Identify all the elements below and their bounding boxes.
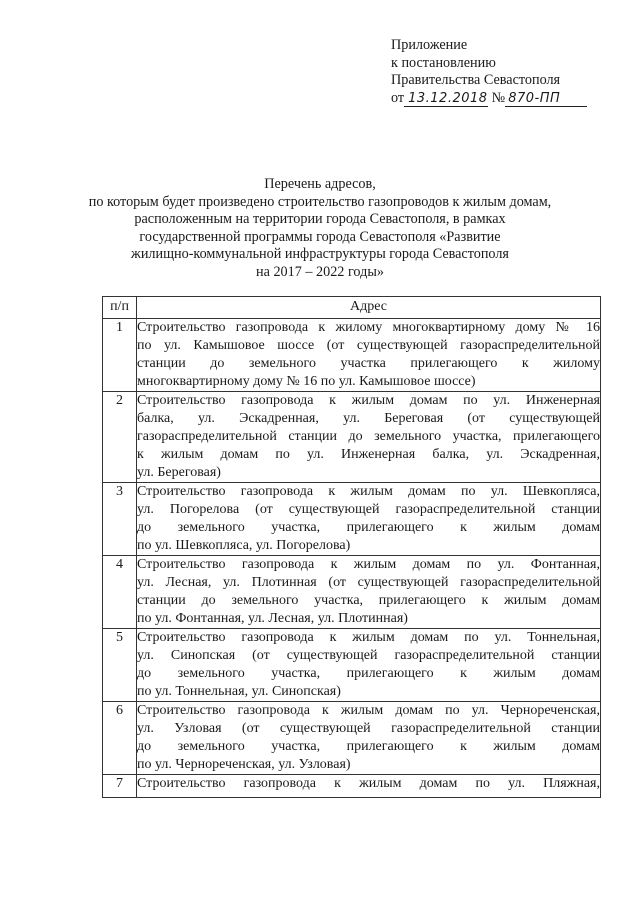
title-line: расположенным на территории города Севастополя, в рамках	[134, 211, 506, 228]
address-line: по ул. Шевкопляса, ул. Погорелова)	[137, 538, 351, 553]
appendix-block	[391, 37, 587, 107]
address-line: Строительство газопровода к жилым домам по ул. Чернореченская,	[137, 703, 600, 718]
appendix-date-line	[391, 90, 587, 108]
address-line: Строительство газопровода к жилым домам по ул. Шевкопляса,	[137, 484, 600, 499]
header-address: Адрес	[137, 297, 601, 319]
address-line: по ул. Фонтанная, ул. Лесная, ул. Плотинная)	[137, 611, 408, 626]
appendix-line: Приложение	[391, 37, 468, 53]
table-row	[103, 319, 601, 392]
table-row	[103, 556, 601, 629]
address-line: станции до земельного участка, прилегающего к жилым домам	[137, 593, 600, 608]
address-line: ул. Погорелова (от существующей газораспределительной станции	[137, 502, 600, 517]
appendix-line: к постановлению	[391, 54, 496, 71]
row-number: 3	[103, 483, 137, 556]
address-line: по ул. Камышовое шоссе (от существующей газораспределительной	[137, 338, 600, 353]
address-line: станции до земельного участка прилегающего к жилому	[137, 356, 600, 371]
address-line: ул. Лесная, ул. Плотинная (от существующей газораспределительной	[137, 575, 600, 590]
table-body	[103, 319, 601, 798]
address-line: до земельного участка, прилегающего к жилым домам	[137, 666, 600, 681]
table-row	[103, 392, 601, 483]
row-address	[137, 556, 601, 629]
address-line: многоквартирному дому № 16 по ул. Камышовое шоссе)	[137, 374, 476, 389]
address-line: ул. Береговая)	[137, 465, 221, 480]
row-address	[137, 702, 601, 775]
handwritten-number: 870-ПП	[508, 90, 561, 106]
table-row	[103, 775, 601, 798]
table-row	[103, 629, 601, 702]
row-number: 7	[103, 775, 137, 798]
title-line: жилищно-коммунальной инфраструктуры города Севастополя	[131, 246, 509, 263]
row-address	[137, 483, 601, 556]
appendix-line: Правительства Севастополя	[391, 72, 561, 88]
table-header-row	[103, 297, 601, 319]
address-line: Строительство газопровода к жилым домам по ул. Пляжная,	[137, 776, 600, 791]
date-prefix: от	[391, 89, 405, 106]
row-number: 2	[103, 392, 137, 483]
address-line: Строительство газопровода к жилому многоквартирному дому № 16	[137, 320, 600, 335]
title-line: по которым будет произведено строительство газопроводов к жилым домам,	[88, 193, 552, 210]
address-line: Строительство газопровода к жилым домам по ул. Инженерная	[137, 393, 600, 408]
table-row	[103, 702, 601, 775]
row-address	[137, 392, 601, 483]
address-line: газораспределительной станции до земельного участка, прилегающего	[137, 429, 600, 444]
title-line: на 2017 – 2022 годы»	[256, 263, 384, 280]
row-number: 4	[103, 556, 137, 629]
address-table	[102, 296, 601, 798]
row-number: 1	[103, 319, 137, 392]
title-line: Перечень адресов,	[264, 176, 376, 192]
document-title	[60, 176, 580, 282]
title-line: государственной программы города Севастополя «Развитие	[139, 228, 501, 245]
address-line: к жилым домам по ул. Инженерная балка, ул. Эскадренная,	[137, 447, 600, 462]
row-number: 5	[103, 629, 137, 702]
address-line: до земельного участка, прилегающего к жилым домам	[137, 520, 600, 535]
address-line: по ул. Черноречeнская, ул. Узловая)	[137, 757, 351, 772]
row-address	[137, 319, 601, 392]
address-line: Строительство газопровода к жилым домам по ул. Фонтанная,	[137, 557, 600, 572]
address-line: ул. Синопская (от существующей газораспределительной станции	[137, 648, 600, 663]
row-address	[137, 775, 601, 798]
address-line: балка, ул. Эскадренная, ул. Береговая (от существующей	[137, 411, 600, 426]
address-line: до земельного участка, прилегающего к жилым домам	[137, 739, 600, 754]
header-num: п/п	[103, 297, 137, 319]
address-line: Строительство газопровода к жилым домам по ул. Тоннельная,	[137, 630, 600, 645]
address-line: ул. Узловая (от существующей газораспределительной станции	[137, 721, 600, 736]
table-row	[103, 483, 601, 556]
row-number: 6	[103, 702, 137, 775]
number-prefix: №	[491, 89, 506, 106]
row-address	[137, 629, 601, 702]
handwritten-date: 13.12.2018	[408, 90, 488, 106]
address-line: по ул. Тоннельная, ул. Синопская)	[137, 684, 341, 699]
